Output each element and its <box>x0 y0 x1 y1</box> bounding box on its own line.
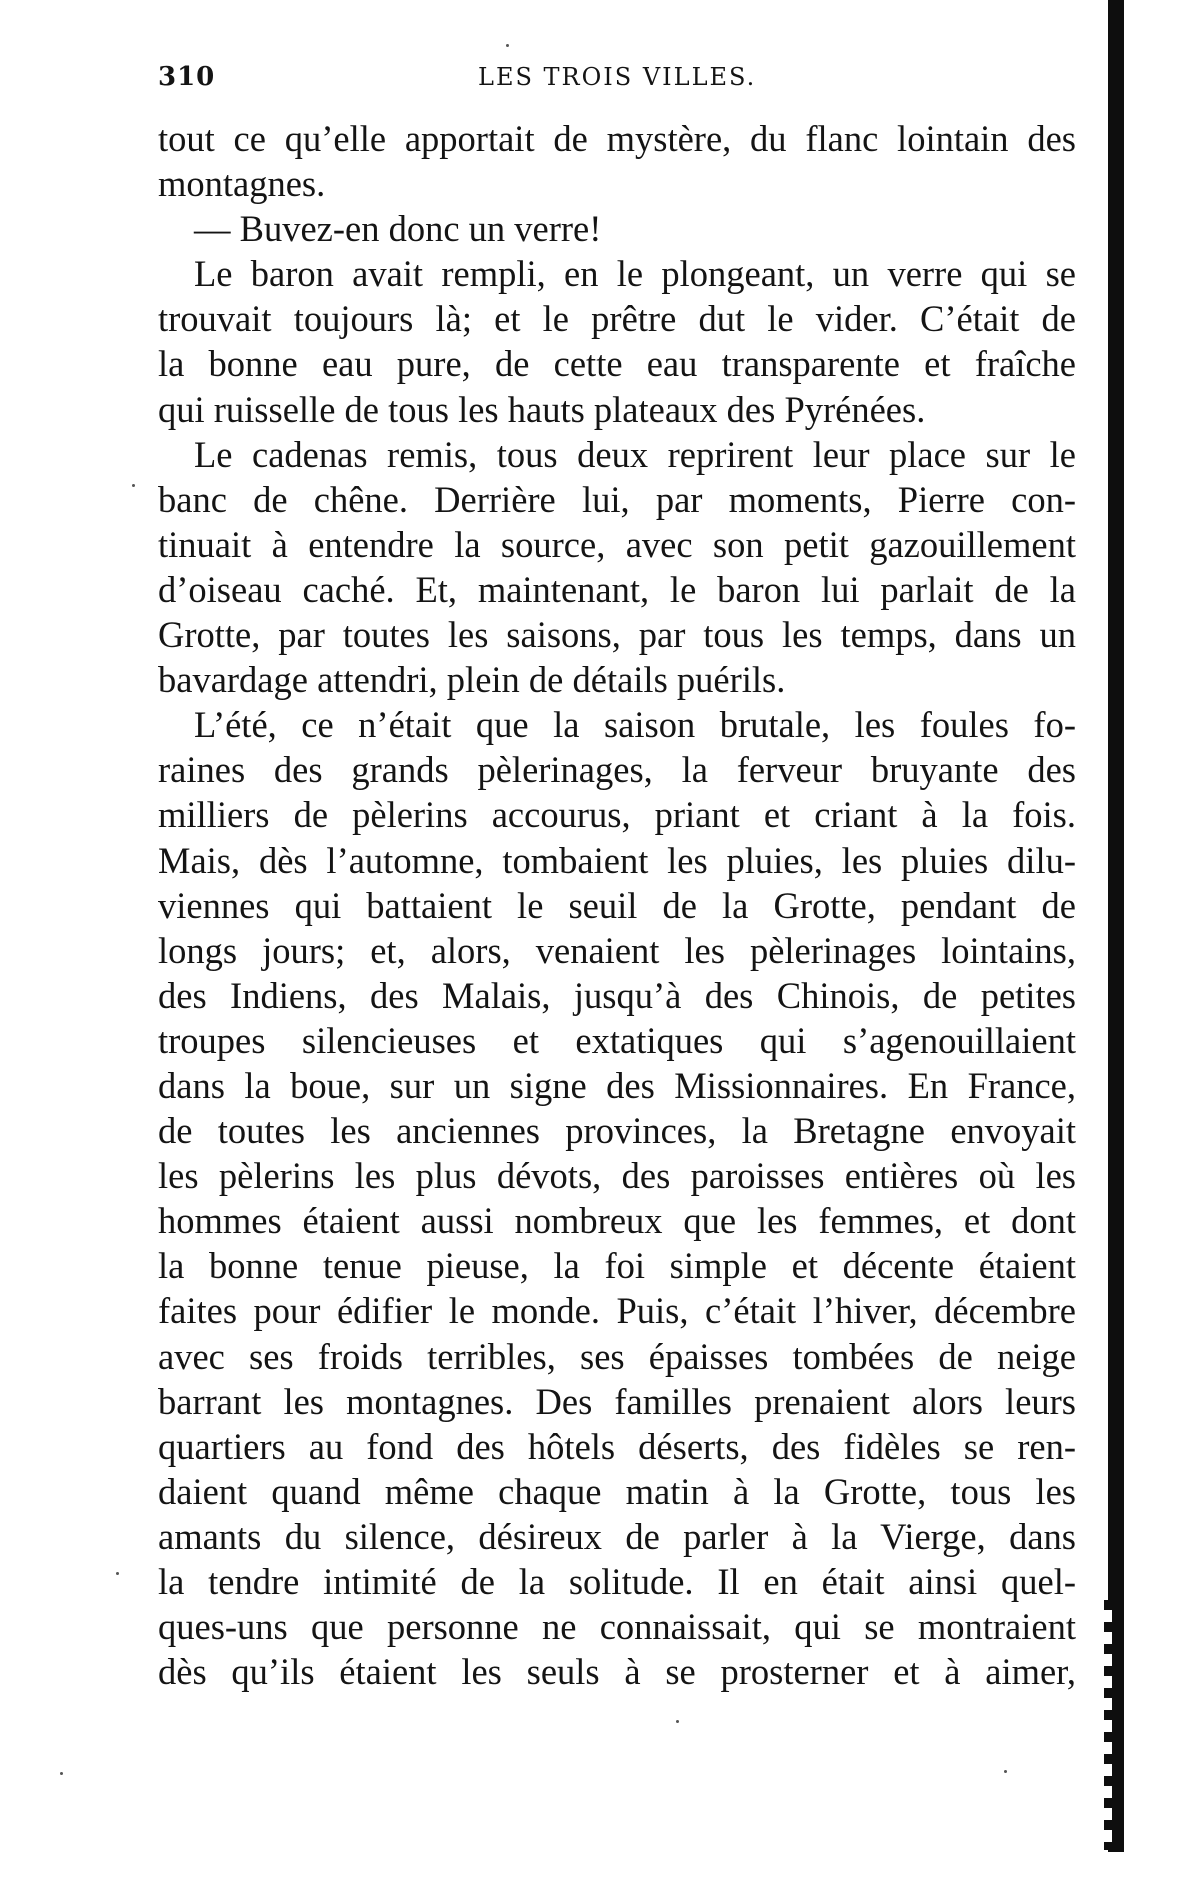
text-line: dès qu’ils étaient les seuls à se prosterner et à aimer, <box>158 1651 1076 1693</box>
scan-speck <box>1004 1770 1007 1773</box>
text-line: daient quand même chaque matin à la Grotte, tous les <box>158 1470 1076 1512</box>
text-line: longs jours; et, alors, venaient les pèlerinages lointains, <box>158 929 1076 971</box>
text-line: faites pour édifier le monde. Puis, c’était l’hiver, décembre <box>158 1290 1076 1332</box>
scan-speck <box>676 1720 679 1723</box>
running-head <box>158 62 1078 96</box>
text-line: trouvait toujours là; et le prêtre dut le vider. C’était de <box>158 298 1076 340</box>
text-line: tout ce qu’elle apportait de mystère, du flanc lointain des <box>158 118 1076 159</box>
text-line: de toutes les anciennes provinces, la Bretagne envoyait <box>158 1110 1076 1152</box>
scan-margin-bar <box>1108 0 1124 1852</box>
scan-speck <box>132 484 135 487</box>
text-line: avec ses froids terribles, ses épaisses tombées de neige <box>158 1335 1076 1377</box>
text-line: tinuait à entendre la source, avec son petit gazouillement <box>158 523 1076 565</box>
text-line: — Buvez-en donc un verre! <box>194 208 602 250</box>
text-line: qui ruisselle de tous les hauts plateaux des Pyrénées. <box>158 388 926 430</box>
scan-speck <box>60 1772 63 1775</box>
text-line: la tendre intimité de la solitude. Il en était ainsi quel- <box>158 1561 1076 1602</box>
text-line: les pèlerins les plus dévots, des paroisses entières où les <box>158 1155 1076 1197</box>
text-line: Grotte, par toutes les saisons, par tous les temps, dans un <box>158 614 1076 656</box>
text-line: quartiers au fond des hôtels déserts, des fidèles se ren- <box>158 1425 1076 1467</box>
page-number: 310 <box>158 62 216 92</box>
text-line: Le cadenas remis, tous deux reprirent leur place sur le <box>194 433 1076 475</box>
text-line: Le baron avait rempli, en le plongeant, un verre qui se <box>194 253 1076 295</box>
text-line: viennes qui battaient le seuil de la Grotte, pendant de <box>158 884 1076 926</box>
text-line: montagnes. <box>158 163 326 205</box>
text-line: troupes silencieuses et extatiques qui s’agenouillaient <box>158 1019 1076 1061</box>
text-line: la bonne eau pure, de cette eau transparente et fraîche <box>158 343 1076 385</box>
text-line: d’oiseau caché. Et, maintenant, le baron lui parlait de la <box>158 568 1076 610</box>
scan-margin-dashes <box>1104 1600 1112 1850</box>
text-line: milliers de pèlerins accourus, priant et criant à la fois. <box>158 794 1076 836</box>
text-line: hommes étaient aussi nombreux que les femmes, et dont <box>158 1200 1076 1242</box>
text-line: ques-uns que personne ne connaissait, qui se montraient <box>158 1606 1076 1648</box>
text-line: amants du silence, désireux de parler à la Vierge, dans <box>158 1515 1076 1557</box>
scan-speck <box>116 1572 119 1575</box>
text-line: des Indiens, des Malais, jusqu’à des Chinois, de petites <box>158 974 1076 1016</box>
text-line: la bonne tenue pieuse, la foi simple et décente étaient <box>158 1245 1076 1287</box>
running-title: LES TROIS VILLES. <box>478 63 757 91</box>
text-line: banc de chêne. Derrière lui, par moments, Pierre con- <box>158 478 1076 520</box>
scan-speck <box>506 44 509 47</box>
text-line: Mais, dès l’automne, tombaient les pluies, les pluies dilu- <box>158 839 1076 881</box>
text-line: raines des grands pèlerinages, la ferveur bruyante des <box>158 749 1076 791</box>
text-line: bavardage attendri, plein de détails puérils. <box>158 659 786 701</box>
text-line: dans la boue, sur un signe des Missionnaires. En France, <box>158 1064 1076 1106</box>
body-text <box>158 116 1076 1694</box>
text-line: L’été, ce n’était que la saison brutale, les foules fo- <box>194 704 1076 746</box>
text-line: barrant les montagnes. Des familles prenaient alors leurs <box>158 1380 1076 1422</box>
